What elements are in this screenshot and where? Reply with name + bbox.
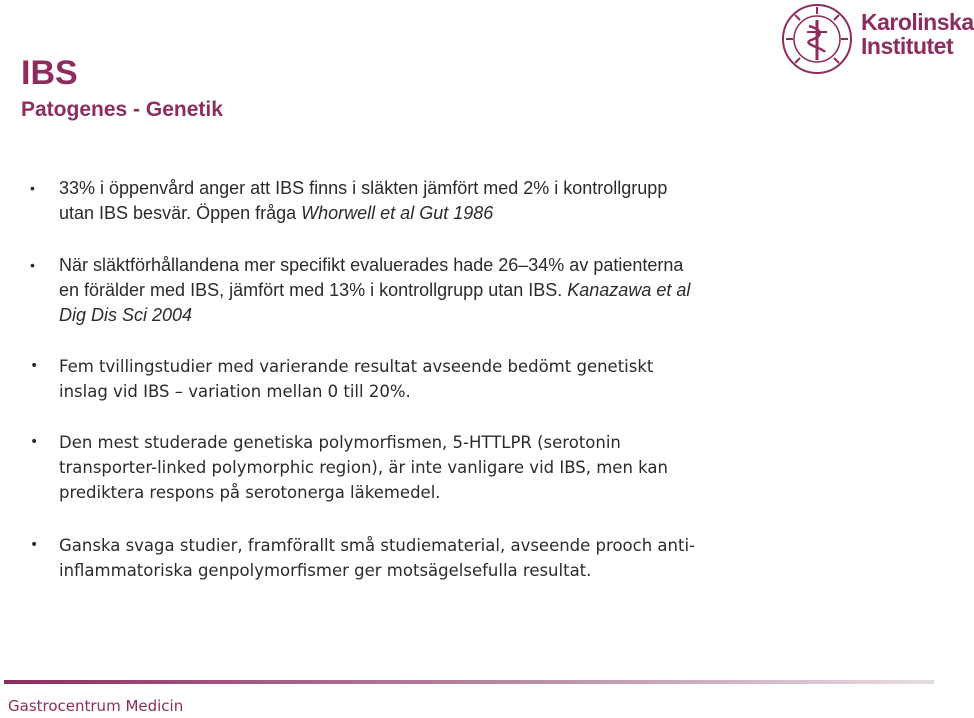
list-item <box>30 354 690 406</box>
slide-subtitle: Patogenes - Genetik <box>21 98 223 121</box>
reference: Kanazawa et al Dig Dis Sci 2004 <box>59 280 691 325</box>
list-item <box>30 533 695 609</box>
list-item <box>30 253 690 329</box>
footer-text: Gastrocentrum Medicin <box>8 697 184 715</box>
list-item-text: När släktförhållandena mer specifikt evaluerades hade 26–34% av patienterna en förälder med IBS, jämfört med 13% i kontrollgrupp utan IBS. Kanazawa et al Dig Dis Sci 2004 <box>59 255 691 325</box>
list-item <box>30 430 690 506</box>
bullet-icon: • <box>30 358 39 374</box>
list-item-text: Den mest studerade genetiska polymorfismen, 5-HTTLPR (serotonin transporter-linked polymorphic region), är inte vanligare vid IBS, men kan prediktera respons på serotonerga läkemedel. <box>59 433 668 502</box>
bullet-icon: • <box>30 434 39 450</box>
list-item-text: 33% i öppenvård anger att IBS finns i släkten jämfört med 2% i kontrollgrupp utan IBS besvär. Öppen fråga Whorwell et al Gut 1986 <box>59 178 668 223</box>
footer-divider <box>4 680 934 684</box>
bullet-icon: • <box>30 537 39 553</box>
logo-line-1: Karolinska <box>861 9 974 35</box>
list-item-text: Ganska svaga studier, framförallt små studiematerial, avseende prooch anti-inflammatoriska genpolymorfismer ger motsägelsefulla resultat. <box>59 536 695 580</box>
reference: Whorwell et al Gut 1986 <box>301 203 494 223</box>
bullet-icon: • <box>30 180 35 196</box>
bullet-icon: • <box>30 257 35 273</box>
logo-line-2: Institutet <box>861 33 954 59</box>
slide-title: IBS <box>21 54 78 92</box>
list-item-text: Fem tvillingstudier med varierande resultat avseende bedömt genetiskt inslag vid IBS – variation mellan 0 till 20%. <box>59 357 654 401</box>
list-item <box>30 176 690 228</box>
